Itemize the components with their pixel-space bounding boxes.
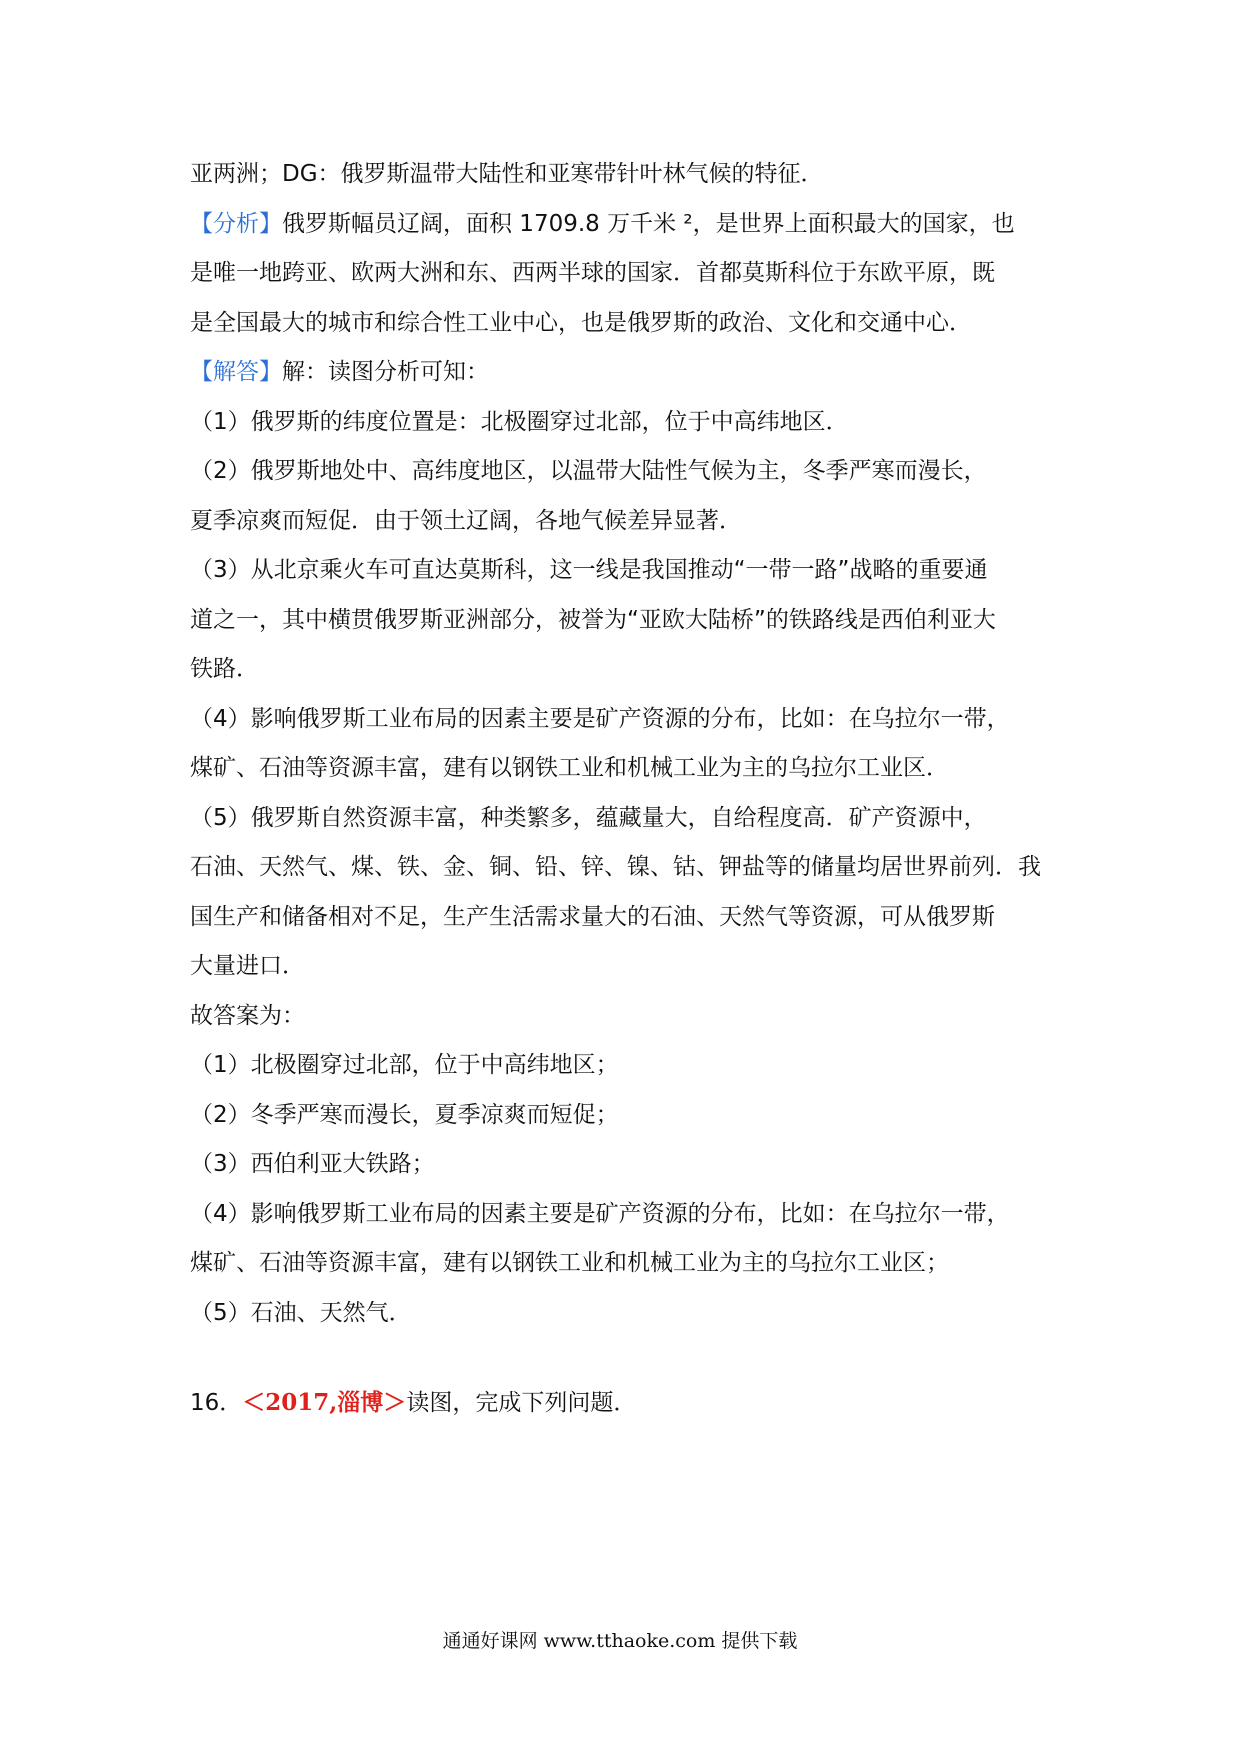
line-text: 道之一，其中横贯俄罗斯亚洲部分，被誉为“亚欧大陆桥”的铁路线是西伯利亚大 xyxy=(190,606,996,633)
text-line xyxy=(190,992,1060,1042)
text-line xyxy=(190,645,1060,695)
line-text: 是唯一地跨亚、欧两大洲和东、西两半球的国家．首都莫斯科位于东欧平原，既 xyxy=(190,260,995,286)
text-line xyxy=(190,1289,1060,1339)
line-text: （4）影响俄罗斯工业布局的因素主要是矿产资源的分布，比如：在乌拉尔一带， xyxy=(190,1200,1010,1227)
line-text: （5）俄罗斯自然资源丰富，种类繁多，蕴藏量大，自给程度高．矿产资源中， xyxy=(190,804,987,831)
text-line xyxy=(190,546,1060,596)
line-text: （2）冬季严寒而漫长，夏季凉爽而短促； xyxy=(190,1101,619,1128)
answer-line xyxy=(190,348,1060,398)
analysis-line xyxy=(190,200,1060,250)
text-line xyxy=(190,1190,1060,1240)
text-line xyxy=(190,447,1060,497)
line-text: 国生产和储备相对不足，生产生活需求量大的石油、天然气等资源，可从俄罗斯 xyxy=(190,903,995,930)
text-line xyxy=(190,398,1060,448)
line-text: （4）影响俄罗斯工业布局的因素主要是矿产资源的分布，比如：在乌拉尔一带， xyxy=(190,705,1010,732)
page-footer: 通通好课网 www.tthaoke.com 提供下载 xyxy=(442,1630,798,1652)
line-text: （1）北极圈穿过北部，位于中高纬地区； xyxy=(190,1052,619,1078)
text-line xyxy=(190,1140,1060,1190)
text-line xyxy=(190,893,1060,943)
text-line xyxy=(190,1239,1060,1289)
line-text: （3）西伯利亚大铁路； xyxy=(190,1151,435,1177)
line-text: 大量进口． xyxy=(190,953,305,979)
line-text: 俄罗斯幅员辽阔，面积 1709.8 万千米 ²，是世界上面积最大的国家，也 xyxy=(282,210,1015,237)
question-number: 16． xyxy=(190,1390,243,1416)
text-line xyxy=(190,744,1060,794)
text-line xyxy=(190,843,1060,893)
text-line xyxy=(190,150,1060,200)
line-text: 解：读图分析可知： xyxy=(282,359,489,385)
question-text: 读图，完成下列问题． xyxy=(406,1390,637,1416)
text-line xyxy=(190,794,1060,844)
line-text: 夏季凉爽而短促．由于领土辽阔，各地气候差异显著． xyxy=(190,507,742,534)
document-body xyxy=(190,150,1060,1428)
line-text: （1）俄罗斯的纬度位置是：北极圈穿过北部，位于中高纬地区． xyxy=(190,408,849,435)
text-line xyxy=(190,299,1060,349)
line-text: 石油、天然气、煤、铁、金、铜、铅、锌、镍、钴、钾盐等的储量均居世界前列．我 xyxy=(190,854,1041,880)
question-source: ＜2017,淄博＞ xyxy=(242,1389,407,1416)
line-text: 是全国最大的城市和综合性工业中心，也是俄罗斯的政治、文化和交通中心． xyxy=(190,309,972,336)
text-line xyxy=(190,596,1060,646)
line-text: 铁路． xyxy=(190,656,259,682)
line-text: 故答案为： xyxy=(190,1002,305,1029)
text-line xyxy=(190,942,1060,992)
answer-tag: 【解答】 xyxy=(190,359,282,385)
text-line xyxy=(190,1091,1060,1141)
text-line xyxy=(190,695,1060,745)
question-heading xyxy=(190,1378,1060,1428)
text-line xyxy=(190,497,1060,547)
line-text: 亚两洲；DG：俄罗斯温带大陆性和亚寒带针叶林气候的特征． xyxy=(190,161,824,187)
line-text: 煤矿、石油等资源丰富，建有以钢铁工业和机械工业为主的乌拉尔工业区； xyxy=(190,1250,949,1276)
text-line xyxy=(190,1041,1060,1091)
analysis-tag: 【分析】 xyxy=(190,210,282,237)
text-line xyxy=(190,249,1060,299)
line-text: （2）俄罗斯地处中、高纬度地区，以温带大陆性气候为主，冬季严寒而漫长， xyxy=(190,458,987,484)
line-text: （5）石油、天然气． xyxy=(190,1299,412,1326)
spacer xyxy=(190,1338,1060,1378)
line-text: 煤矿、石油等资源丰富，建有以钢铁工业和机械工业为主的乌拉尔工业区． xyxy=(190,755,949,781)
line-text: （3）从北京乘火车可直达莫斯科，这一线是我国推动“一带一路”战略的重要通 xyxy=(190,557,988,583)
